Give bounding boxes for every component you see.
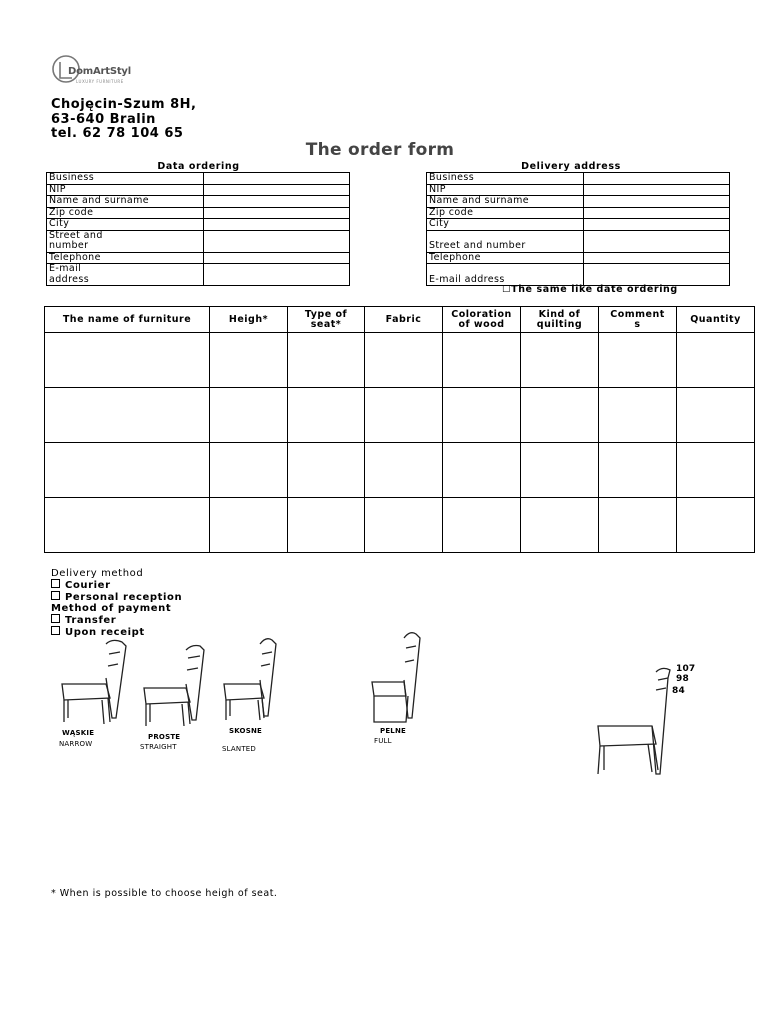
table-cell[interactable] (443, 498, 521, 553)
logo-tagline: LUXURY FURNITURE (76, 79, 124, 84)
delivery-label: Zip code (427, 207, 584, 219)
delivery-method-label: Delivery method (51, 568, 144, 579)
full-label-pl: PELNE (380, 727, 407, 735)
straight-label-pl: PROSTE (148, 733, 181, 741)
table-cell[interactable] (210, 443, 288, 498)
table-cell[interactable] (521, 443, 599, 498)
ordering-row (47, 196, 350, 208)
table-cell[interactable] (365, 333, 443, 388)
table-cell[interactable] (677, 388, 755, 443)
delivery-row (427, 219, 730, 231)
data-ordering-title: Data ordering (157, 161, 240, 172)
ordering-label: Name and surname (47, 196, 204, 208)
delivery-address-table (426, 172, 730, 286)
delivery-address-title: Delivery address (521, 161, 621, 172)
seat-height-chair-icon (586, 664, 676, 780)
ordering-row (47, 230, 350, 252)
straight-label-en: STRAIGHT (140, 743, 177, 751)
page-title: The order form (305, 140, 455, 160)
ordering-row (47, 264, 350, 286)
height-98-label: 98 (676, 674, 689, 684)
checkbox-icon[interactable] (51, 579, 60, 588)
ordering-value-field[interactable] (204, 252, 350, 264)
column-header: Type of seat* (288, 307, 365, 333)
delivery-row (427, 230, 730, 252)
table-cell[interactable] (365, 498, 443, 553)
ordering-row (47, 219, 350, 231)
delivery-value-field[interactable] (584, 252, 730, 264)
checkbox-icon[interactable] (51, 614, 60, 623)
delivery-label: NIP (427, 184, 584, 196)
table-cell[interactable] (45, 333, 210, 388)
same-like-checkbox[interactable]: ☐The same like date ordering (502, 284, 678, 295)
ordering-row (47, 173, 350, 185)
ordering-row (47, 252, 350, 264)
courier-option[interactable]: Courier (51, 579, 182, 591)
ordering-label: NIP (47, 184, 204, 196)
table-cell[interactable] (521, 388, 599, 443)
table-cell[interactable] (288, 498, 365, 553)
column-header: Fabric (365, 307, 443, 333)
delivery-value-field[interactable] (584, 207, 730, 219)
checkbox-icon[interactable] (51, 591, 60, 600)
table-row (45, 333, 755, 388)
ordering-label: Street and number (47, 230, 204, 252)
ordering-value-field[interactable] (204, 207, 350, 219)
table-cell[interactable] (288, 388, 365, 443)
delivery-value-field[interactable] (584, 196, 730, 208)
table-row (45, 388, 755, 443)
column-header: Quantity (677, 307, 755, 333)
address-line-3: tel. 62 78 104 65 (51, 126, 184, 141)
table-cell[interactable] (288, 443, 365, 498)
delivery-row (427, 252, 730, 264)
column-header: Heigh* (210, 307, 288, 333)
table-cell[interactable] (677, 498, 755, 553)
delivery-label: Name and surname (427, 196, 584, 208)
ordering-row (47, 184, 350, 196)
height-84-label: 84 (672, 686, 685, 696)
delivery-value-field[interactable] (584, 173, 730, 185)
ordering-value-field[interactable] (204, 230, 350, 252)
table-cell[interactable] (521, 333, 599, 388)
table-cell[interactable] (210, 498, 288, 553)
column-header: Coloration of wood (443, 307, 521, 333)
narrow-label-en: NARROW (59, 740, 93, 748)
full-chair-icon (366, 630, 426, 728)
slanted-chair-icon (222, 636, 282, 726)
table-cell[interactable] (45, 388, 210, 443)
ordering-label: City (47, 219, 204, 231)
table-cell[interactable] (599, 443, 677, 498)
narrow-chair-icon (56, 638, 136, 730)
furniture-table (44, 306, 755, 553)
table-cell[interactable] (288, 333, 365, 388)
table-cell[interactable] (45, 498, 210, 553)
delivery-row (427, 196, 730, 208)
delivery-section (51, 568, 182, 638)
delivery-label: E-mail address (427, 264, 584, 286)
ordering-label: E-mail address (47, 264, 204, 286)
narrow-label-pl: WĄSKIE (62, 729, 95, 737)
ordering-row (47, 207, 350, 219)
delivery-value-field[interactable] (584, 184, 730, 196)
delivery-label: Business (427, 173, 584, 185)
delivery-label: Telephone (427, 252, 584, 264)
ordering-label: Zip code (47, 207, 204, 219)
table-cell[interactable] (443, 443, 521, 498)
table-cell[interactable] (677, 443, 755, 498)
straight-chair-icon (140, 642, 210, 732)
ordering-value-field[interactable] (204, 219, 350, 231)
ordering-value-field[interactable] (204, 184, 350, 196)
table-cell[interactable] (599, 388, 677, 443)
table-cell[interactable] (210, 333, 288, 388)
column-header: The name of furniture (45, 307, 210, 333)
height-107-label: 107 (676, 664, 696, 674)
table-cell[interactable] (599, 333, 677, 388)
column-header: Kind of quilting (521, 307, 599, 333)
table-cell[interactable] (365, 443, 443, 498)
checkbox-icon[interactable] (51, 626, 60, 635)
logo-brand: DomArtStyl (68, 66, 131, 77)
table-cell[interactable] (677, 333, 755, 388)
logo (50, 52, 140, 88)
delivery-label: Street and number (427, 230, 584, 252)
address-line-1: Chojęcin-Szum 8H, (51, 97, 197, 112)
company-address (51, 98, 196, 142)
table-cell[interactable] (443, 333, 521, 388)
delivery-value-field[interactable] (584, 264, 730, 286)
table-cell[interactable] (521, 498, 599, 553)
delivery-label: City (427, 219, 584, 231)
delivery-row (427, 207, 730, 219)
table-cell[interactable] (599, 498, 677, 553)
delivery-value-field[interactable] (584, 230, 730, 252)
delivery-row (427, 184, 730, 196)
slanted-label-en: SLANTED (222, 745, 257, 753)
data-ordering-table (46, 172, 350, 286)
ordering-label: Telephone (47, 252, 204, 264)
address-line-2: 63-640 Bralin (51, 111, 156, 127)
full-label-en: FULL (374, 737, 392, 745)
ordering-label: Business (47, 173, 204, 185)
slanted-label-pl: SKOSNE (229, 727, 262, 735)
ordering-value-field[interactable] (204, 173, 350, 185)
table-cell[interactable] (210, 388, 288, 443)
footnote: * When is possible to choose heigh of seat. (51, 888, 278, 899)
ordering-value-field[interactable] (204, 196, 350, 208)
table-row (45, 443, 755, 498)
table-row (45, 498, 755, 553)
payment-method-label: Method of payment (51, 603, 172, 614)
column-header: Comment s (599, 307, 677, 333)
upon-receipt-option[interactable]: Upon receipt (51, 626, 182, 638)
ordering-value-field[interactable] (204, 264, 350, 286)
personal-reception-option[interactable]: Personal reception (51, 591, 182, 603)
table-cell[interactable] (443, 388, 521, 443)
delivery-value-field[interactable] (584, 219, 730, 231)
table-cell[interactable] (45, 443, 210, 498)
delivery-row (427, 173, 730, 185)
table-cell[interactable] (365, 388, 443, 443)
delivery-row (427, 264, 730, 286)
transfer-option[interactable]: Transfer (51, 614, 182, 626)
